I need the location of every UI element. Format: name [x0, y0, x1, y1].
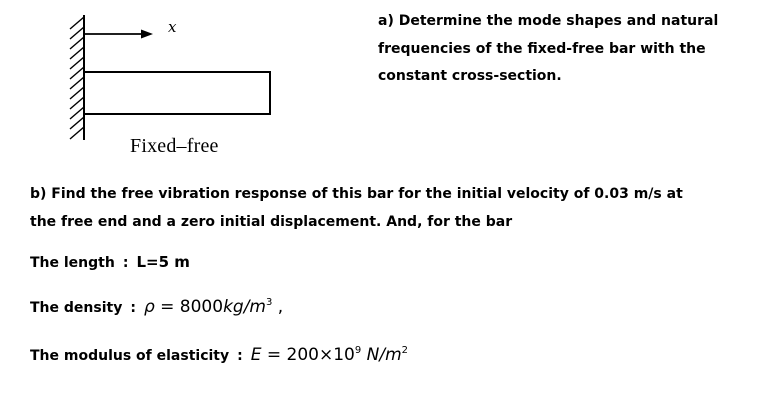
fixed-free-bar-figure [60, 0, 300, 165]
param-length-colon: : [122, 255, 129, 271]
modulus-number: 200×10 [286, 345, 355, 365]
density-unit-exponent: 3 [266, 297, 273, 308]
param-length-value: L=5 m [136, 253, 190, 271]
modulus-unit: N/m [366, 345, 402, 365]
density-unit: kg/m [223, 297, 266, 317]
param-density-label: The density [30, 300, 123, 316]
part-a-line: frequencies of the fixed-free bar with the [378, 40, 706, 57]
density-number: 8000 [179, 297, 224, 317]
density-trail: , [272, 297, 284, 317]
part-a-line: a) Determine the mode shapes and natural [378, 13, 719, 29]
density-symbol: ρ [143, 297, 155, 317]
density-equals: = [154, 297, 180, 317]
modulus-equals: = [261, 345, 287, 365]
modulus-symbol: E [250, 345, 262, 365]
question-part-a [378, 8, 718, 91]
wall-hatching [70, 17, 84, 139]
param-density-formula [144, 297, 283, 317]
x-axis-arrowhead [141, 30, 153, 39]
question-part-b [30, 181, 683, 236]
param-length-label: The length [30, 255, 115, 271]
param-density-colon: : [130, 300, 136, 316]
param-modulus-formula [251, 345, 408, 365]
modulus-number-exponent: 9 [354, 345, 362, 356]
param-density [30, 297, 283, 317]
part-b-line: b) Find the free vibration response of this bar for the initial velocity of 0.03 m/s at [30, 186, 683, 202]
param-modulus [30, 345, 408, 365]
param-modulus-colon: : [237, 348, 243, 364]
x-axis-label: x [168, 18, 177, 36]
param-length [30, 253, 190, 271]
figure-caption: Fixed–free [130, 135, 219, 157]
part-b-line: the free end and a zero initial displacement. And, for the bar [30, 213, 513, 230]
modulus-unit-exponent: 2 [401, 345, 409, 356]
param-modulus-label: The modulus of elasticity [30, 348, 230, 364]
part-a-line: constant cross-section. [378, 68, 562, 84]
bar-rectangle [84, 72, 270, 114]
